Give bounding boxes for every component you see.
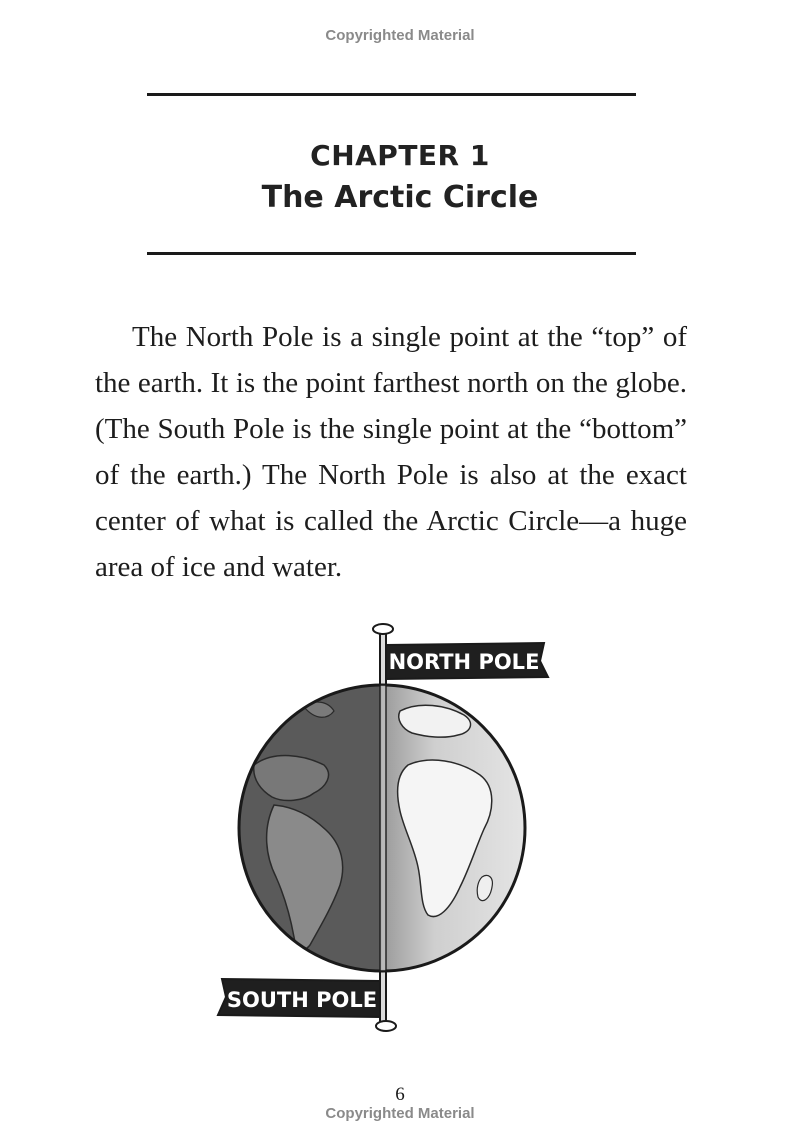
copyright-watermark-top: Copyrighted Material: [325, 27, 475, 44]
body-paragraph: The North Pole is a single point at the “top” of the earth. It is the point farthest north on the globe. (The South Pole is the single point at the “bottom” of the earth.) The North Pole is also at the exact center of what is called the Arctic Circle—a huge area of ice and water.: [95, 321, 687, 583]
globe-illustration: [214, 615, 554, 1040]
pole-cap-top: [373, 624, 393, 634]
page-number: 6: [395, 1084, 405, 1105]
chapter-number: CHAPTER 1: [310, 139, 490, 172]
north-pole-flag: [386, 643, 548, 679]
copyright-watermark-bottom: Copyrighted Material: [325, 1105, 475, 1122]
south-pole-flag: [218, 979, 380, 1017]
chapter-rule-top: [147, 93, 636, 96]
chapter-rule-bottom: [147, 252, 636, 255]
pole-cap-bottom: [376, 1021, 396, 1031]
north-pole-label: NORTH POLE: [388, 650, 540, 674]
chapter-title: The Arctic Circle: [261, 180, 539, 215]
south-pole-label: SOUTH POLE: [226, 988, 378, 1012]
